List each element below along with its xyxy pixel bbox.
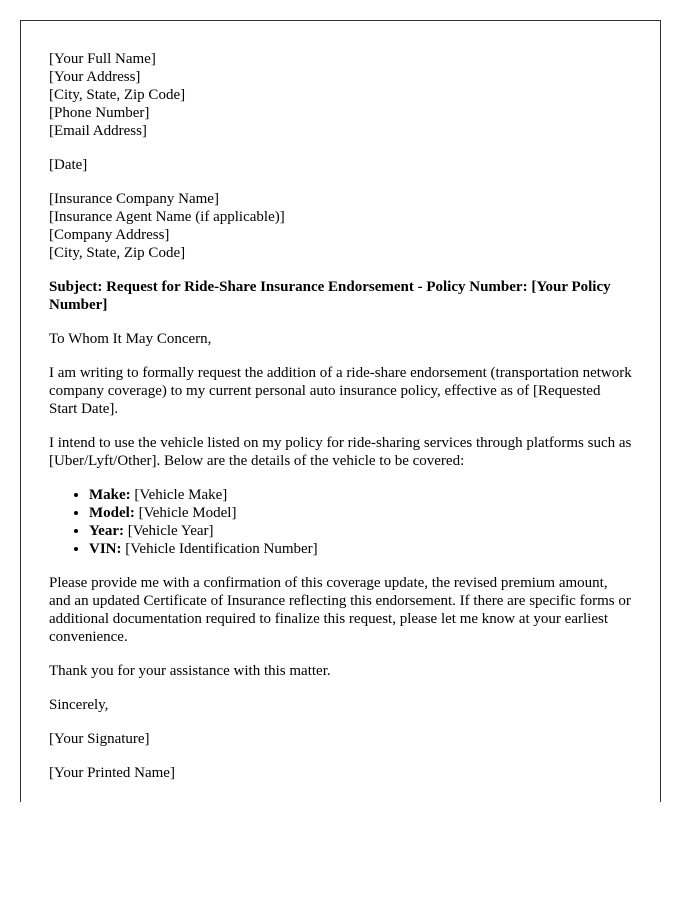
- body-paragraph-request: I am writing to formally request the addition of a ride-share endorsement (transportation network company coverage) to my current personal auto insurance policy, effective as of [Requested Start Date].: [49, 365, 632, 417]
- vehicle-model-value: [Vehicle Model]: [134, 505, 237, 521]
- vehicle-make-label: Make:: [89, 487, 131, 503]
- vehicle-model-label: Model:: [89, 505, 135, 521]
- vehicle-vin-value: [Vehicle Identification Number]: [121, 541, 318, 557]
- recipient-company: [Insurance Company Name]: [49, 191, 219, 207]
- body-paragraph-usage: I intend to use the vehicle listed on my policy for ride-sharing services through platforms such as [Uber/Lyft/Other]. Below are the details of the vehicle to be covered:: [49, 435, 632, 469]
- closing: Sincerely,: [49, 697, 109, 713]
- sender-address: [Your Address]: [49, 69, 141, 85]
- sender-name: [Your Full Name]: [49, 51, 156, 67]
- body-paragraph-confirmation: Please provide me with a confirmation of this coverage update, the revised premium amount, and an updated Certificate of Insurance reflecting this endorsement. If there are specific forms or additional documentation required to finalize this request, please let me know at your earliest convenience.: [49, 575, 631, 645]
- sender-phone: [Phone Number]: [49, 105, 150, 121]
- recipient-agent: [Insurance Agent Name (if applicable)]: [49, 209, 285, 225]
- vehicle-make-item: [89, 486, 632, 504]
- letter-date: [Date]: [49, 157, 88, 173]
- subject-line: Subject: Request for Ride-Share Insurance Endorsement - Policy Number: [Your Policy Number]: [49, 279, 611, 313]
- sender-city-state-zip: [City, State, Zip Code]: [49, 87, 186, 103]
- signature-placeholder: [Your Signature]: [49, 731, 150, 747]
- recipient-block: [49, 190, 632, 262]
- sender-email: [Email Address]: [49, 123, 147, 139]
- vehicle-year-item: [89, 522, 632, 540]
- vehicle-make-value: [Vehicle Make]: [130, 487, 228, 503]
- salutation: To Whom It May Concern,: [49, 331, 212, 347]
- printed-name: [Your Printed Name]: [49, 765, 175, 781]
- vehicle-details-list: [49, 486, 632, 558]
- vehicle-year-label: Year:: [89, 523, 124, 539]
- recipient-city-state-zip: [City, State, Zip Code]: [49, 245, 186, 261]
- recipient-address: [Company Address]: [49, 227, 170, 243]
- body-paragraph-thanks: Thank you for your assistance with this matter.: [49, 663, 331, 679]
- sender-block: [49, 50, 632, 140]
- vehicle-year-value: [Vehicle Year]: [123, 523, 214, 539]
- vehicle-model-item: [89, 504, 632, 522]
- letter-page: [20, 20, 661, 802]
- vehicle-vin-label: VIN:: [89, 541, 122, 557]
- vehicle-vin-item: [89, 540, 632, 558]
